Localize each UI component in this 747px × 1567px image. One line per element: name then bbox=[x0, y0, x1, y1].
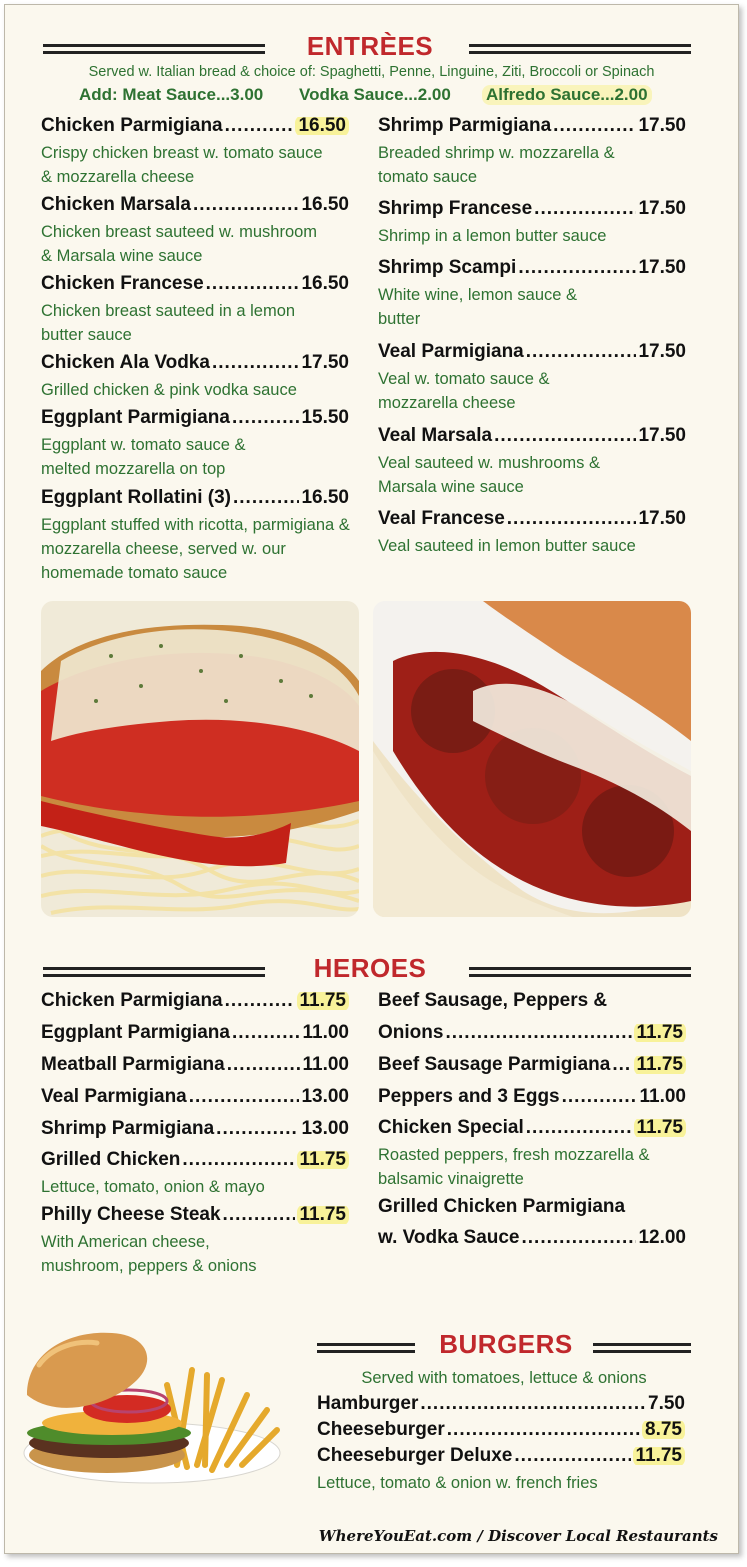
menu-item-title: Veal Marsala ..... 17.50 bbox=[378, 425, 686, 447]
menu-item-description: Veal w. tomato sauce & mozzarella cheese bbox=[378, 370, 550, 412]
menu-item-description: Eggplant stuffed with ricotta, parmigiana & mozzarella cheese, served w. our homemade tomato sauce bbox=[41, 516, 350, 582]
burgers-served-note: Served with tomatoes, lettuce & onions bbox=[361, 1369, 647, 1387]
divider-right bbox=[593, 1343, 691, 1349]
chicken-parmigiana-photo bbox=[41, 601, 359, 917]
menu-item-title: Eggplant Parmigiana ..... 11.00 bbox=[41, 1022, 349, 1044]
menu-item-title: Chicken Special ..... 11.75 bbox=[378, 1117, 686, 1139]
menu-item-title: Veal Parmigiana ..... 17.50 bbox=[378, 341, 686, 363]
divider-right bbox=[469, 967, 691, 973]
menu-page bbox=[4, 4, 739, 1554]
meatball-hero-photo bbox=[373, 601, 691, 917]
menu-item-title: Meatball Parmigiana ..... 11.00 bbox=[41, 1054, 349, 1076]
heroes-heading: HEROES bbox=[313, 953, 427, 983]
menu-item-description: Veal sauteed w. mushrooms & Marsala wine sauce bbox=[378, 454, 600, 496]
add-meat-sauce: Add: Meat Sauce...3.00 bbox=[79, 85, 264, 104]
menu-item-title: Shrimp Scampi ..... 17.50 bbox=[378, 257, 686, 279]
menu-item-description: Eggplant w. tomato sauce & melted mozzarella on top bbox=[41, 436, 246, 478]
menu-item-description: Veal sauteed in lemon butter sauce bbox=[378, 537, 636, 555]
menu-item-title: Beef Sausage, Peppers & bbox=[378, 990, 608, 1011]
menu-item-title: Shrimp Francese ..... 17.50 bbox=[378, 198, 686, 220]
menu-item-title: Grilled Chicken Parmigiana bbox=[378, 1196, 626, 1217]
menu-item-description: Chicken breast sauteed in a lemon butter sauce bbox=[41, 302, 296, 344]
menu-item-title: Eggplant Parmigiana ..... 15.50 bbox=[41, 407, 349, 429]
menu-item-title: Philly Cheese Steak ..... 11.75 bbox=[41, 1204, 349, 1226]
menu-item-title: Chicken Ala Vodka ..... 17.50 bbox=[41, 352, 349, 374]
divider-left bbox=[317, 1343, 415, 1349]
entrees-served-note: Served w. Italian bread & choice of: Spaghetti, Penne, Linguine, Ziti, Broccoli or Spinach bbox=[88, 64, 655, 80]
menu-item-description: White wine, lemon sauce & butter bbox=[378, 286, 578, 328]
menu-item-title: Shrimp Parmigiana ..... 17.50 bbox=[378, 115, 686, 137]
menu-item-title: Eggplant Rollatini (3) ..... 16.50 bbox=[41, 487, 349, 509]
menu-item-title: Peppers and 3 Eggs ..... 11.00 bbox=[378, 1086, 686, 1108]
menu-item-title: Grilled Chicken ..... 11.75 bbox=[41, 1149, 349, 1171]
menu-item-description: With American cheese, mushroom, peppers & onions bbox=[41, 1233, 257, 1275]
menu-item-title: Shrimp Parmigiana ..... 13.00 bbox=[41, 1118, 349, 1140]
menu-item-description: Crispy chicken breast w. tomato sauce & mozzarella cheese bbox=[41, 144, 323, 186]
menu-item-title: Chicken Marsala ..... 16.50 bbox=[41, 194, 349, 216]
menu-item-title: Hamburger ..... 7.50 bbox=[317, 1393, 685, 1415]
menu-item-description: Lettuce, tomato & onion w. french fries bbox=[317, 1474, 598, 1492]
menu-item-description: Chicken breast sauteed w. mushroom & Marsala wine sauce bbox=[41, 223, 318, 265]
menu-item-description: Breaded shrimp w. mozzarella & tomato sauce bbox=[378, 144, 615, 186]
entrees-heading: ENTRÈES bbox=[306, 31, 434, 61]
menu-item-description: Shrimp in a lemon butter sauce bbox=[378, 227, 607, 245]
add-vodka-sauce: Vodka Sauce...2.00 bbox=[299, 85, 451, 104]
menu-item-title: w. Vodka Sauce ..... 12.00 bbox=[378, 1227, 686, 1249]
menu-item-title: Chicken Francese ..... 16.50 bbox=[41, 273, 349, 295]
add-alfredo-sauce: Alfredo Sauce...2.00 bbox=[482, 85, 652, 105]
menu-item-title: Veal Francese ..... 17.50 bbox=[378, 508, 686, 530]
burgers-heading: BURGERS bbox=[439, 1329, 573, 1359]
menu-item-title: Chicken Parmigiana ..... 11.75 bbox=[41, 990, 349, 1012]
divider-left bbox=[43, 967, 265, 973]
divider-right bbox=[469, 44, 691, 50]
menu-item-title: Veal Parmigiana ..... 13.00 bbox=[41, 1086, 349, 1108]
menu-item-description: Roasted peppers, fresh mozzarella & balsamic vinaigrette bbox=[378, 1146, 650, 1188]
menu-item-title: Cheeseburger ..... 8.75 bbox=[317, 1419, 685, 1441]
menu-item-title: Cheeseburger Deluxe ..... 11.75 bbox=[317, 1445, 685, 1467]
menu-item-description: Grilled chicken & pink vodka sauce bbox=[41, 381, 297, 399]
menu-item-description: Lettuce, tomato, onion & mayo bbox=[41, 1178, 265, 1196]
menu-item-title: Onions ..... 11.75 bbox=[378, 1022, 686, 1044]
footer-watermark[interactable]: WhereYouEat.com / Discover Local Restaurants bbox=[318, 1527, 718, 1545]
menu-item-title: Beef Sausage Parmigiana ..... 11.75 bbox=[378, 1054, 686, 1076]
menu-item-title: Chicken Parmigiana ..... 16.50 bbox=[41, 115, 349, 137]
burger-fries-photo bbox=[17, 1325, 287, 1490]
divider-left bbox=[43, 44, 265, 50]
